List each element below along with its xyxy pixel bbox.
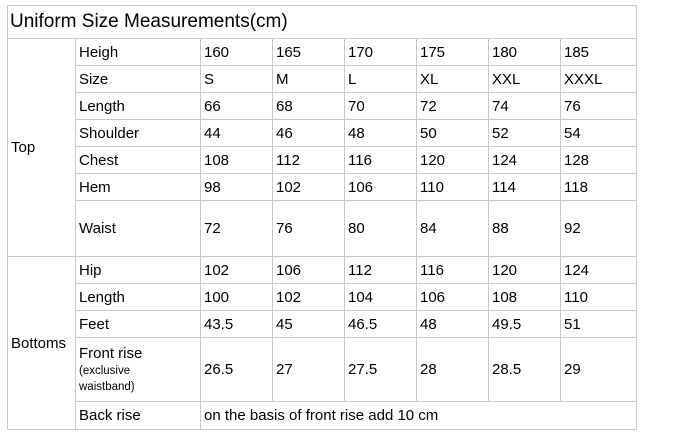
cell-value: 66 (201, 93, 273, 120)
cell-value: 116 (417, 257, 489, 284)
cell-value: 110 (417, 174, 489, 201)
cell-value: 124 (561, 257, 637, 284)
row-label: Size (76, 66, 201, 93)
cell-value: 72 (417, 93, 489, 120)
cell-value: 51 (561, 311, 637, 338)
cell-value: 48 (345, 120, 417, 147)
cell-value: 76 (561, 93, 637, 120)
cell-value: 92 (561, 201, 637, 257)
row-label: Front rise (79, 344, 143, 362)
cell-value: 124 (489, 147, 561, 174)
table-row (8, 174, 637, 201)
cell-value: 106 (345, 174, 417, 201)
row-label: Hip (76, 257, 201, 284)
cell-value: 44 (201, 120, 273, 147)
cell-value: 76 (273, 201, 345, 257)
cell-value: 112 (273, 147, 345, 174)
table-row (8, 284, 637, 311)
cell-value: 74 (489, 93, 561, 120)
cell-value: 80 (345, 201, 417, 257)
cell-value: 170 (345, 39, 417, 66)
table-row (8, 402, 637, 430)
cell-value: 118 (561, 174, 637, 201)
row-label: Heigh (76, 39, 201, 66)
cell-value: 175 (417, 39, 489, 66)
cell-value: M (273, 66, 345, 93)
cell-value: 120 (489, 257, 561, 284)
table-row (8, 201, 637, 257)
cell-value: S (201, 66, 273, 93)
cell-value: 43.5 (201, 311, 273, 338)
table-row (8, 147, 637, 174)
row-label-note: waistband) (79, 380, 135, 393)
table-row (8, 93, 637, 120)
cell-value: 45 (273, 311, 345, 338)
cell-value: 120 (417, 147, 489, 174)
cell-value: 68 (273, 93, 345, 120)
cell-value: 52 (489, 120, 561, 147)
cell-value: 84 (417, 201, 489, 257)
cell-value: 106 (417, 284, 489, 311)
cell-value: 102 (273, 174, 345, 201)
cell-value: 72 (201, 201, 273, 257)
cell-value: 165 (273, 39, 345, 66)
group-label-bottoms: Bottoms (8, 257, 76, 430)
cell-value: 108 (201, 147, 273, 174)
row-label: Length (76, 284, 201, 311)
cell-value: 102 (201, 257, 273, 284)
cell-value: XL (417, 66, 489, 93)
row-label-note: (exclusive (79, 364, 131, 377)
cell-value: 29 (561, 338, 637, 402)
row-label: Back rise (76, 402, 201, 430)
cell-value: 27 (273, 338, 345, 402)
cell-value: 88 (489, 201, 561, 257)
table-row (8, 66, 637, 93)
row-label: Shoulder (76, 120, 201, 147)
table-row (8, 257, 637, 284)
cell-value: 98 (201, 174, 273, 201)
cell-value: 48 (417, 311, 489, 338)
table-row (8, 120, 637, 147)
cell-value: 180 (489, 39, 561, 66)
group-label-top: Top (8, 39, 76, 257)
back-rise-note: on the basis of front rise add 10 cm (201, 402, 637, 430)
table-row (8, 338, 637, 402)
cell-value: 49.5 (489, 311, 561, 338)
cell-value: 100 (201, 284, 273, 311)
cell-value: 26.5 (201, 338, 273, 402)
cell-value: 102 (273, 284, 345, 311)
table-title: Uniform Size Measurements(cm) (8, 6, 637, 39)
row-label-front-rise (76, 338, 201, 402)
table-row (8, 311, 637, 338)
cell-value: 128 (561, 147, 637, 174)
cell-value: XXL (489, 66, 561, 93)
cell-value: 104 (345, 284, 417, 311)
cell-value: 28.5 (489, 338, 561, 402)
cell-value: 185 (561, 39, 637, 66)
cell-value: XXXL (561, 66, 637, 93)
cell-value: 106 (273, 257, 345, 284)
cell-value: 110 (561, 284, 637, 311)
table-row (8, 39, 637, 66)
cell-value: 108 (489, 284, 561, 311)
cell-value: 114 (489, 174, 561, 201)
cell-value: 54 (561, 120, 637, 147)
cell-value: 50 (417, 120, 489, 147)
row-label: Feet (76, 311, 201, 338)
cell-value: 112 (345, 257, 417, 284)
cell-value: 46.5 (345, 311, 417, 338)
cell-value: 116 (345, 147, 417, 174)
cell-value: 70 (345, 93, 417, 120)
cell-value: L (345, 66, 417, 93)
row-label: Chest (76, 147, 201, 174)
row-label: Waist (76, 201, 201, 257)
row-label: Hem (76, 174, 201, 201)
cell-value: 160 (201, 39, 273, 66)
cell-value: 46 (273, 120, 345, 147)
row-label: Length (76, 93, 201, 120)
title-row (8, 6, 637, 39)
cell-value: 28 (417, 338, 489, 402)
size-measurements-table (7, 5, 637, 430)
cell-value: 27.5 (345, 338, 417, 402)
